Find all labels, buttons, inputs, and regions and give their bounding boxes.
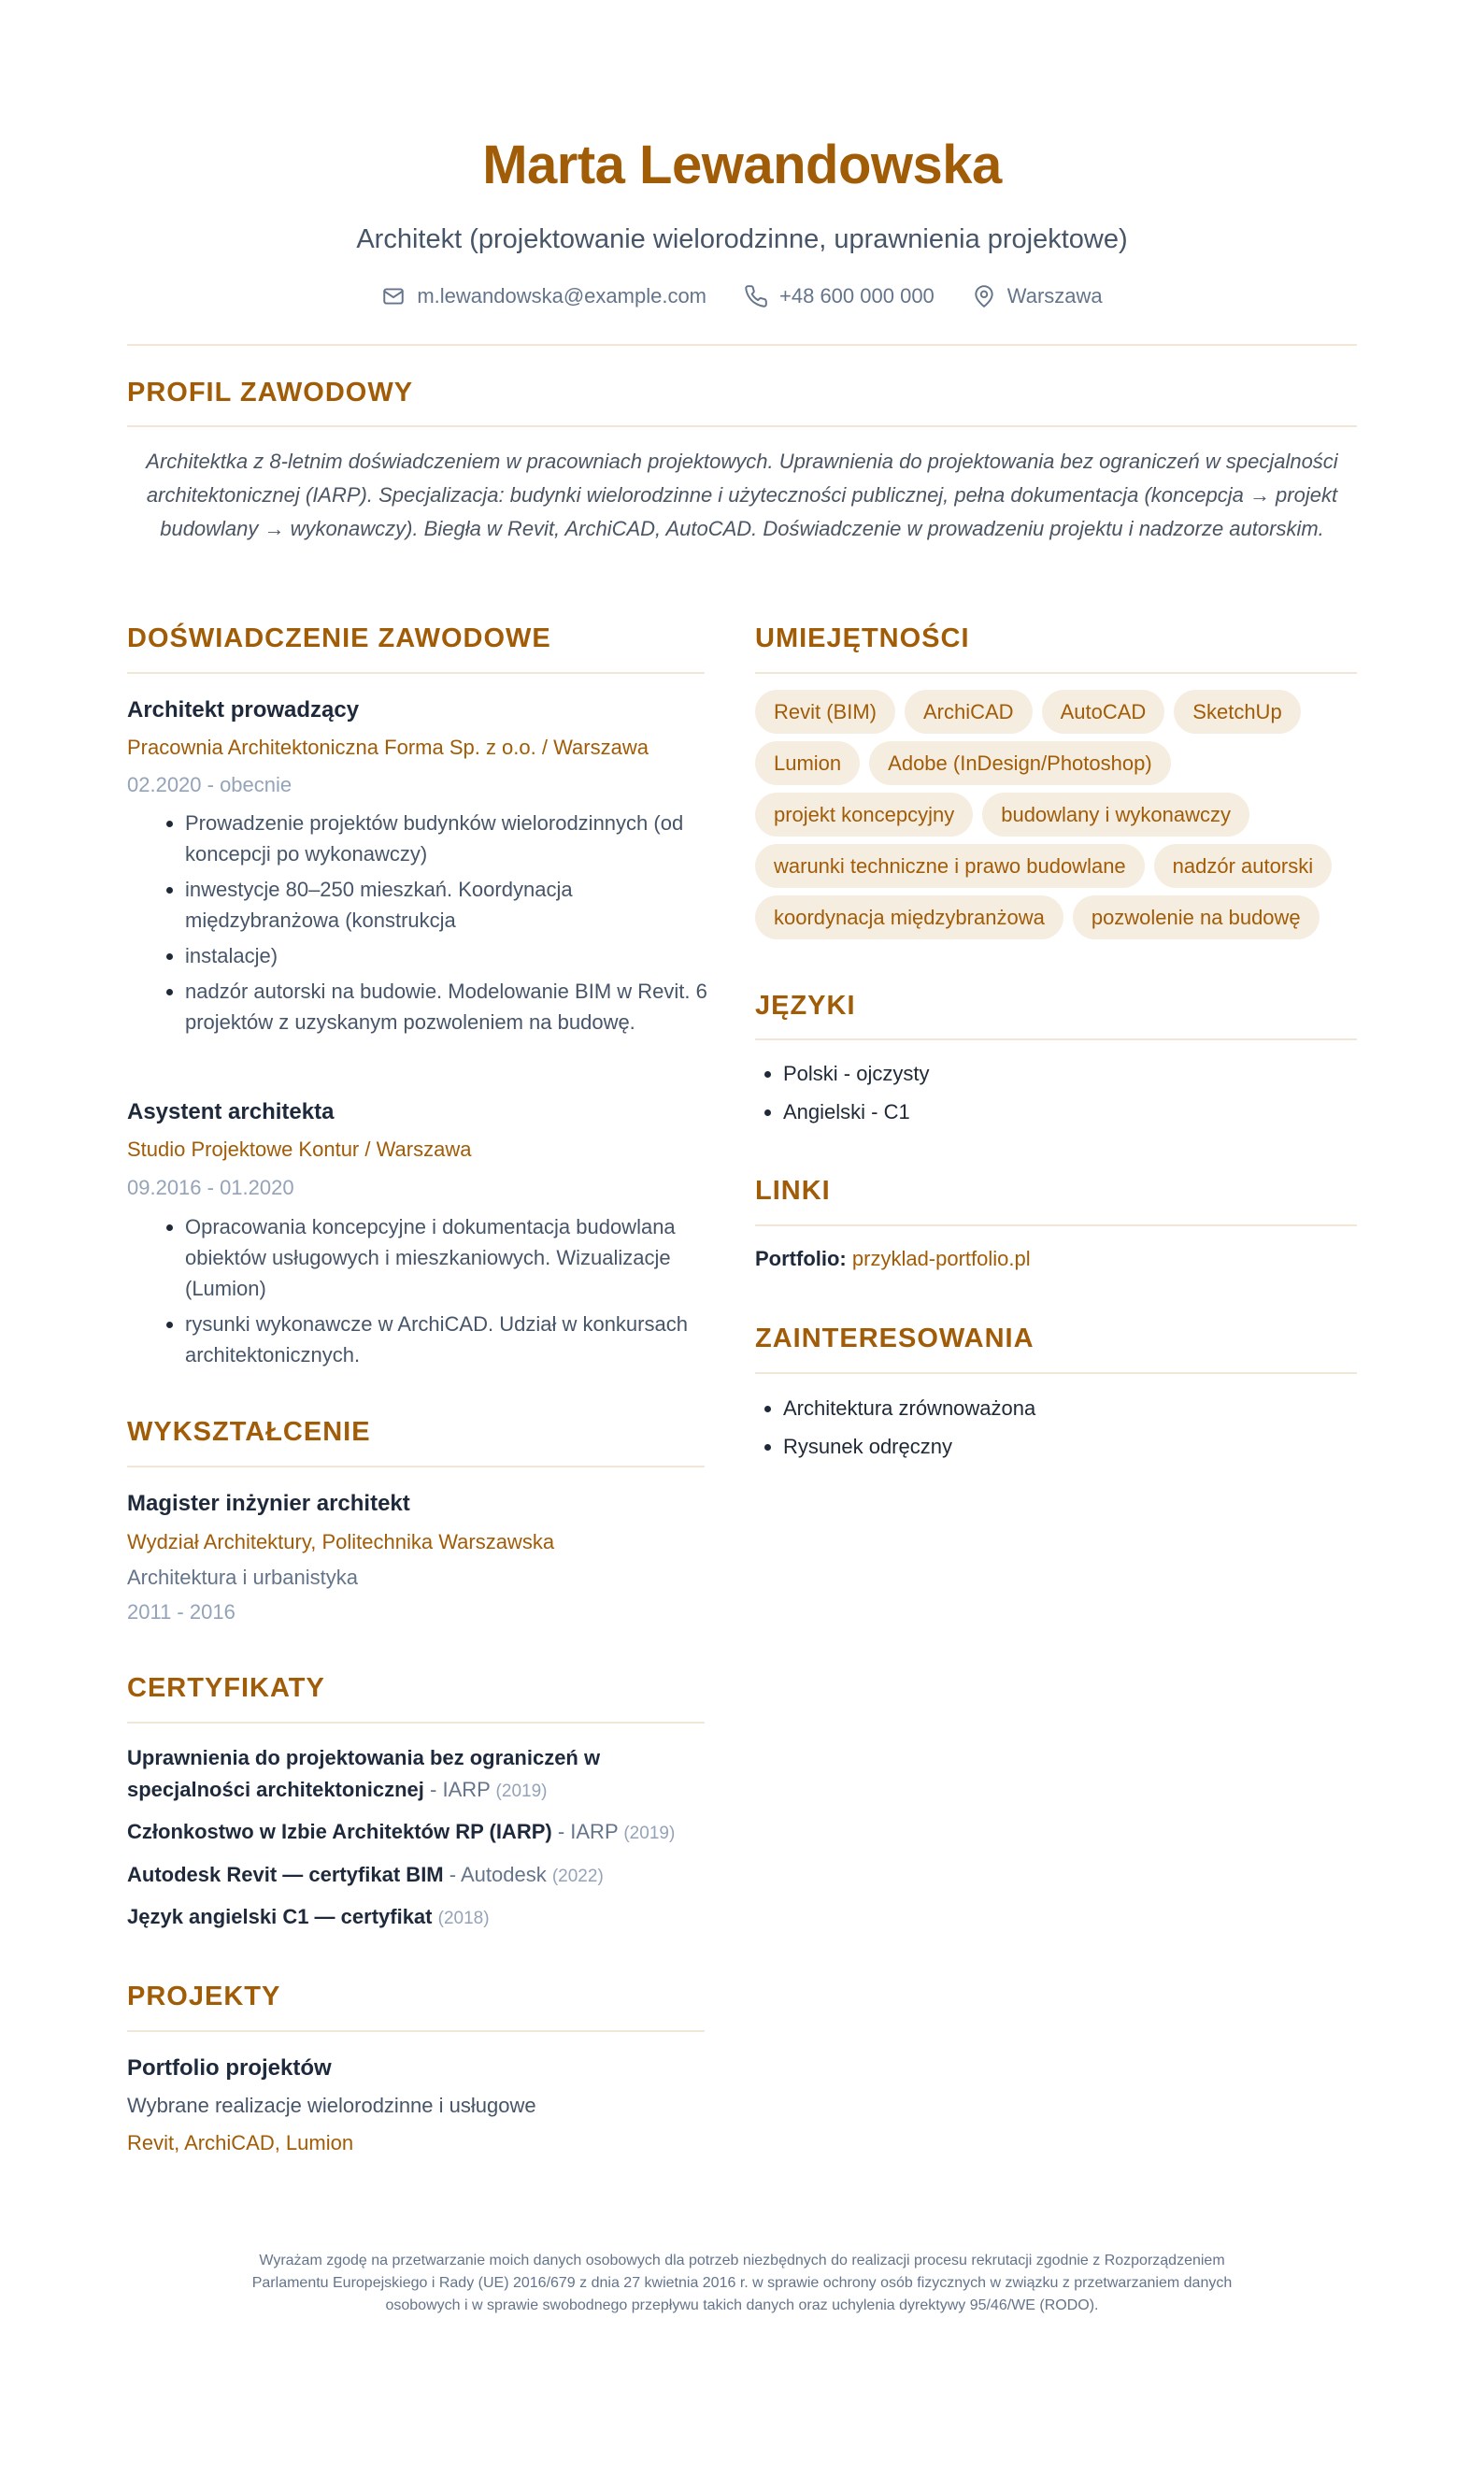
section-title-links: LINKI: [755, 1176, 831, 1206]
certificate-item: [127, 1742, 706, 1808]
section-title-interests: ZAINTERESOWANIA: [755, 1324, 1035, 1353]
certificate-issuer: - IARP: [423, 1778, 491, 1801]
job-dates: 02.2020 - obecnie: [127, 773, 293, 796]
contact-location: [972, 284, 1103, 308]
education-years: 2011 - 2016: [127, 1600, 235, 1624]
job-company: Pracownia Architektoniczna Forma Sp. z o.o. / Warszawa: [127, 736, 649, 759]
candidate-name: Marta Lewandowska: [482, 135, 1002, 195]
job-dates: 09.2016 - 01.2020: [127, 1176, 294, 1199]
section-divider: [755, 1224, 1357, 1226]
section-title-experience: DOŚWIADCZENIE ZAWODOWE: [127, 623, 551, 653]
skill-tag: Revit (BIM): [755, 690, 895, 734]
job-bullets: [127, 1211, 708, 1375]
certificate-name: Członkostwo w Izbie Architektów RP (IARP): [127, 1820, 552, 1843]
certificate-issuer: - IARP: [551, 1820, 619, 1843]
certificate-year: (2022): [551, 1867, 604, 1886]
school-name: Wydział Architektury, Politechnika Warszawska: [127, 1530, 555, 1553]
location-text: Warszawa: [1006, 284, 1103, 308]
project-description: Wybrane realizacje wielorodzinne i usługowe: [127, 2094, 536, 2117]
section-title-skills: UMIEJĘTNOŚCI: [755, 623, 970, 653]
contact-email[interactable]: [381, 284, 706, 308]
list-item: • Polski - ojczysty: [783, 1054, 929, 1093]
skill-tag: pozwolenie na budowę: [1073, 895, 1320, 939]
certificate-name: Język angielski C1 — certyfikat: [127, 1905, 433, 1928]
phone-text: +48 600 000 000: [779, 284, 935, 308]
section-divider: [755, 1038, 1357, 1040]
list-item: • Prowadzenie projektów budynków wielorodzinnych (od koncepcji po wykonawczy): [185, 808, 708, 869]
section-divider: [755, 672, 1357, 674]
list-item: • inwestycje 80–250 mieszkań. Koordynacja międzybranżowa (konstrukcja: [185, 874, 708, 936]
section-title-projects: PROJEKTY: [127, 1982, 281, 2011]
certificate-issuer: - Autodesk: [443, 1863, 547, 1886]
portfolio-link[interactable]: przyklad-portfolio.pl: [851, 1247, 1031, 1270]
email-text: m.lewandowska@example.com: [417, 284, 707, 308]
section-title-certificates: CERTYFIKATY: [127, 1673, 325, 1703]
certificate-item: [127, 1901, 706, 1935]
certificate-year: (2019): [623, 1824, 676, 1843]
interests-list: [755, 1389, 1035, 1466]
degree-title: Magister inżynier architekt: [127, 1491, 410, 1516]
section-divider: [127, 1466, 705, 1467]
certificate-item: [127, 1816, 706, 1850]
list-item: • Angielski - C1: [783, 1093, 929, 1131]
contact-phone[interactable]: [744, 284, 935, 308]
languages-list: [755, 1054, 929, 1131]
list-item: • instalacje): [185, 940, 708, 971]
certificate-year: (2019): [495, 1782, 548, 1801]
skill-tag: AutoCAD: [1042, 690, 1165, 734]
project-tools: Revit, ArchiCAD, Lumion: [127, 2131, 354, 2154]
skill-tag: koordynacja międzybranżowa: [755, 895, 1063, 939]
field-of-study: Architektura i urbanistyka: [127, 1566, 358, 1589]
job-company: Studio Projektowe Kontur / Warszawa: [127, 1138, 472, 1161]
header-divider: [127, 344, 1357, 346]
section-title-profile: PROFIL ZAWODOWY: [127, 378, 414, 408]
section-divider: [755, 1372, 1357, 1374]
project-name: Portfolio projektów: [127, 2055, 332, 2081]
skill-tag: ArchiCAD: [905, 690, 1033, 734]
job-role: Asystent architekta: [127, 1099, 335, 1124]
list-item: • Opracowania koncepcyjne i dokumentacja budowlana obiektów usługowych i mieszkaniowych. Wizualizacje (Lumion): [185, 1211, 708, 1304]
skill-tag: Lumion: [755, 741, 860, 785]
mail-icon: [381, 284, 406, 308]
candidate-headline: Architekt (projektowanie wielorodzinne, uprawnienia projektowe): [356, 224, 1128, 254]
skill-tag: warunki techniczne i prawo budowlane: [755, 844, 1145, 888]
profile-summary: Architektka z 8-letnim doświadczeniem w pracowniach projektowych. Uprawnienia do projektowania bez ograniczeń w specjalności architektonicznej (IARP). Specjalizacja: budynki wielorodzinne i użyteczności publicznej, pełna dokumentacja (koncepcja → projekt budowlany → wykonawczy). Biegła w Revit, ArchiCAD, AutoCAD. Doświadczenie w prowadzeniu projektu i nadzorze autorskim.: [146, 450, 1338, 540]
section-divider: [127, 425, 1357, 427]
skill-tags: [755, 690, 1363, 939]
skill-tag: Adobe (InDesign/Photoshop): [869, 741, 1171, 785]
list-item: • nadzór autorski na budowie. Modelowanie BIM w Revit. 6 projektów z uzyskanym pozwoleniem na budowę.: [185, 976, 708, 1038]
contact-bar: [0, 284, 1484, 308]
skill-tag: SketchUp: [1174, 690, 1300, 734]
portfolio-label: Portfolio:: [755, 1247, 847, 1270]
section-divider: [127, 2030, 705, 2032]
skill-tag: projekt koncepcyjny: [755, 793, 973, 837]
list-item: • Rysunek odręczny: [783, 1427, 1035, 1466]
phone-icon: [744, 284, 768, 308]
list-item: • rysunki wykonawcze w ArchiCAD. Udział w konkursach architektonicznych.: [185, 1309, 708, 1370]
certificate-item: [127, 1859, 706, 1893]
section-divider: [127, 672, 705, 674]
certificate-name: Autodesk Revit — certyfikat BIM: [127, 1863, 444, 1886]
list-item: • Architektura zrównoważona: [783, 1389, 1035, 1427]
gdpr-consent: Wyrażam zgodę na przetwarzanie moich danych osobowych dla potrzeb niezbędnych do realizacji procesu rekrutacji zgodnie z Rozporządzeniem Parlamentu Europejskiego i Rady (UE) 2016/679 z dnia 27 kwietnia 2016 r. w sprawie ochrony osób fizycznych w związku z przetwarzaniem danych osobowych i w sprawie swobodnego przepływu takich danych oraz uchylenia dyrektywy 95/46/WE (RODO).: [251, 2253, 1233, 2313]
portfolio-link-row: [755, 1247, 1031, 1271]
section-divider: [127, 1722, 705, 1724]
section-title-education: WYKSZTAŁCENIE: [127, 1417, 371, 1447]
section-title-languages: JĘZYKI: [755, 991, 856, 1021]
map-pin-icon: [972, 284, 996, 308]
certificate-name: Uprawnienia do projektowania bez ograniczeń w specjalności architektonicznej: [127, 1746, 601, 1801]
job-bullets: [127, 808, 708, 1042]
skill-tag: budowlany i wykonawczy: [982, 793, 1249, 837]
certificate-year: (2018): [437, 1909, 490, 1928]
job-role: Architekt prowadzący: [127, 697, 360, 723]
skill-tag: nadzór autorski: [1154, 844, 1332, 888]
